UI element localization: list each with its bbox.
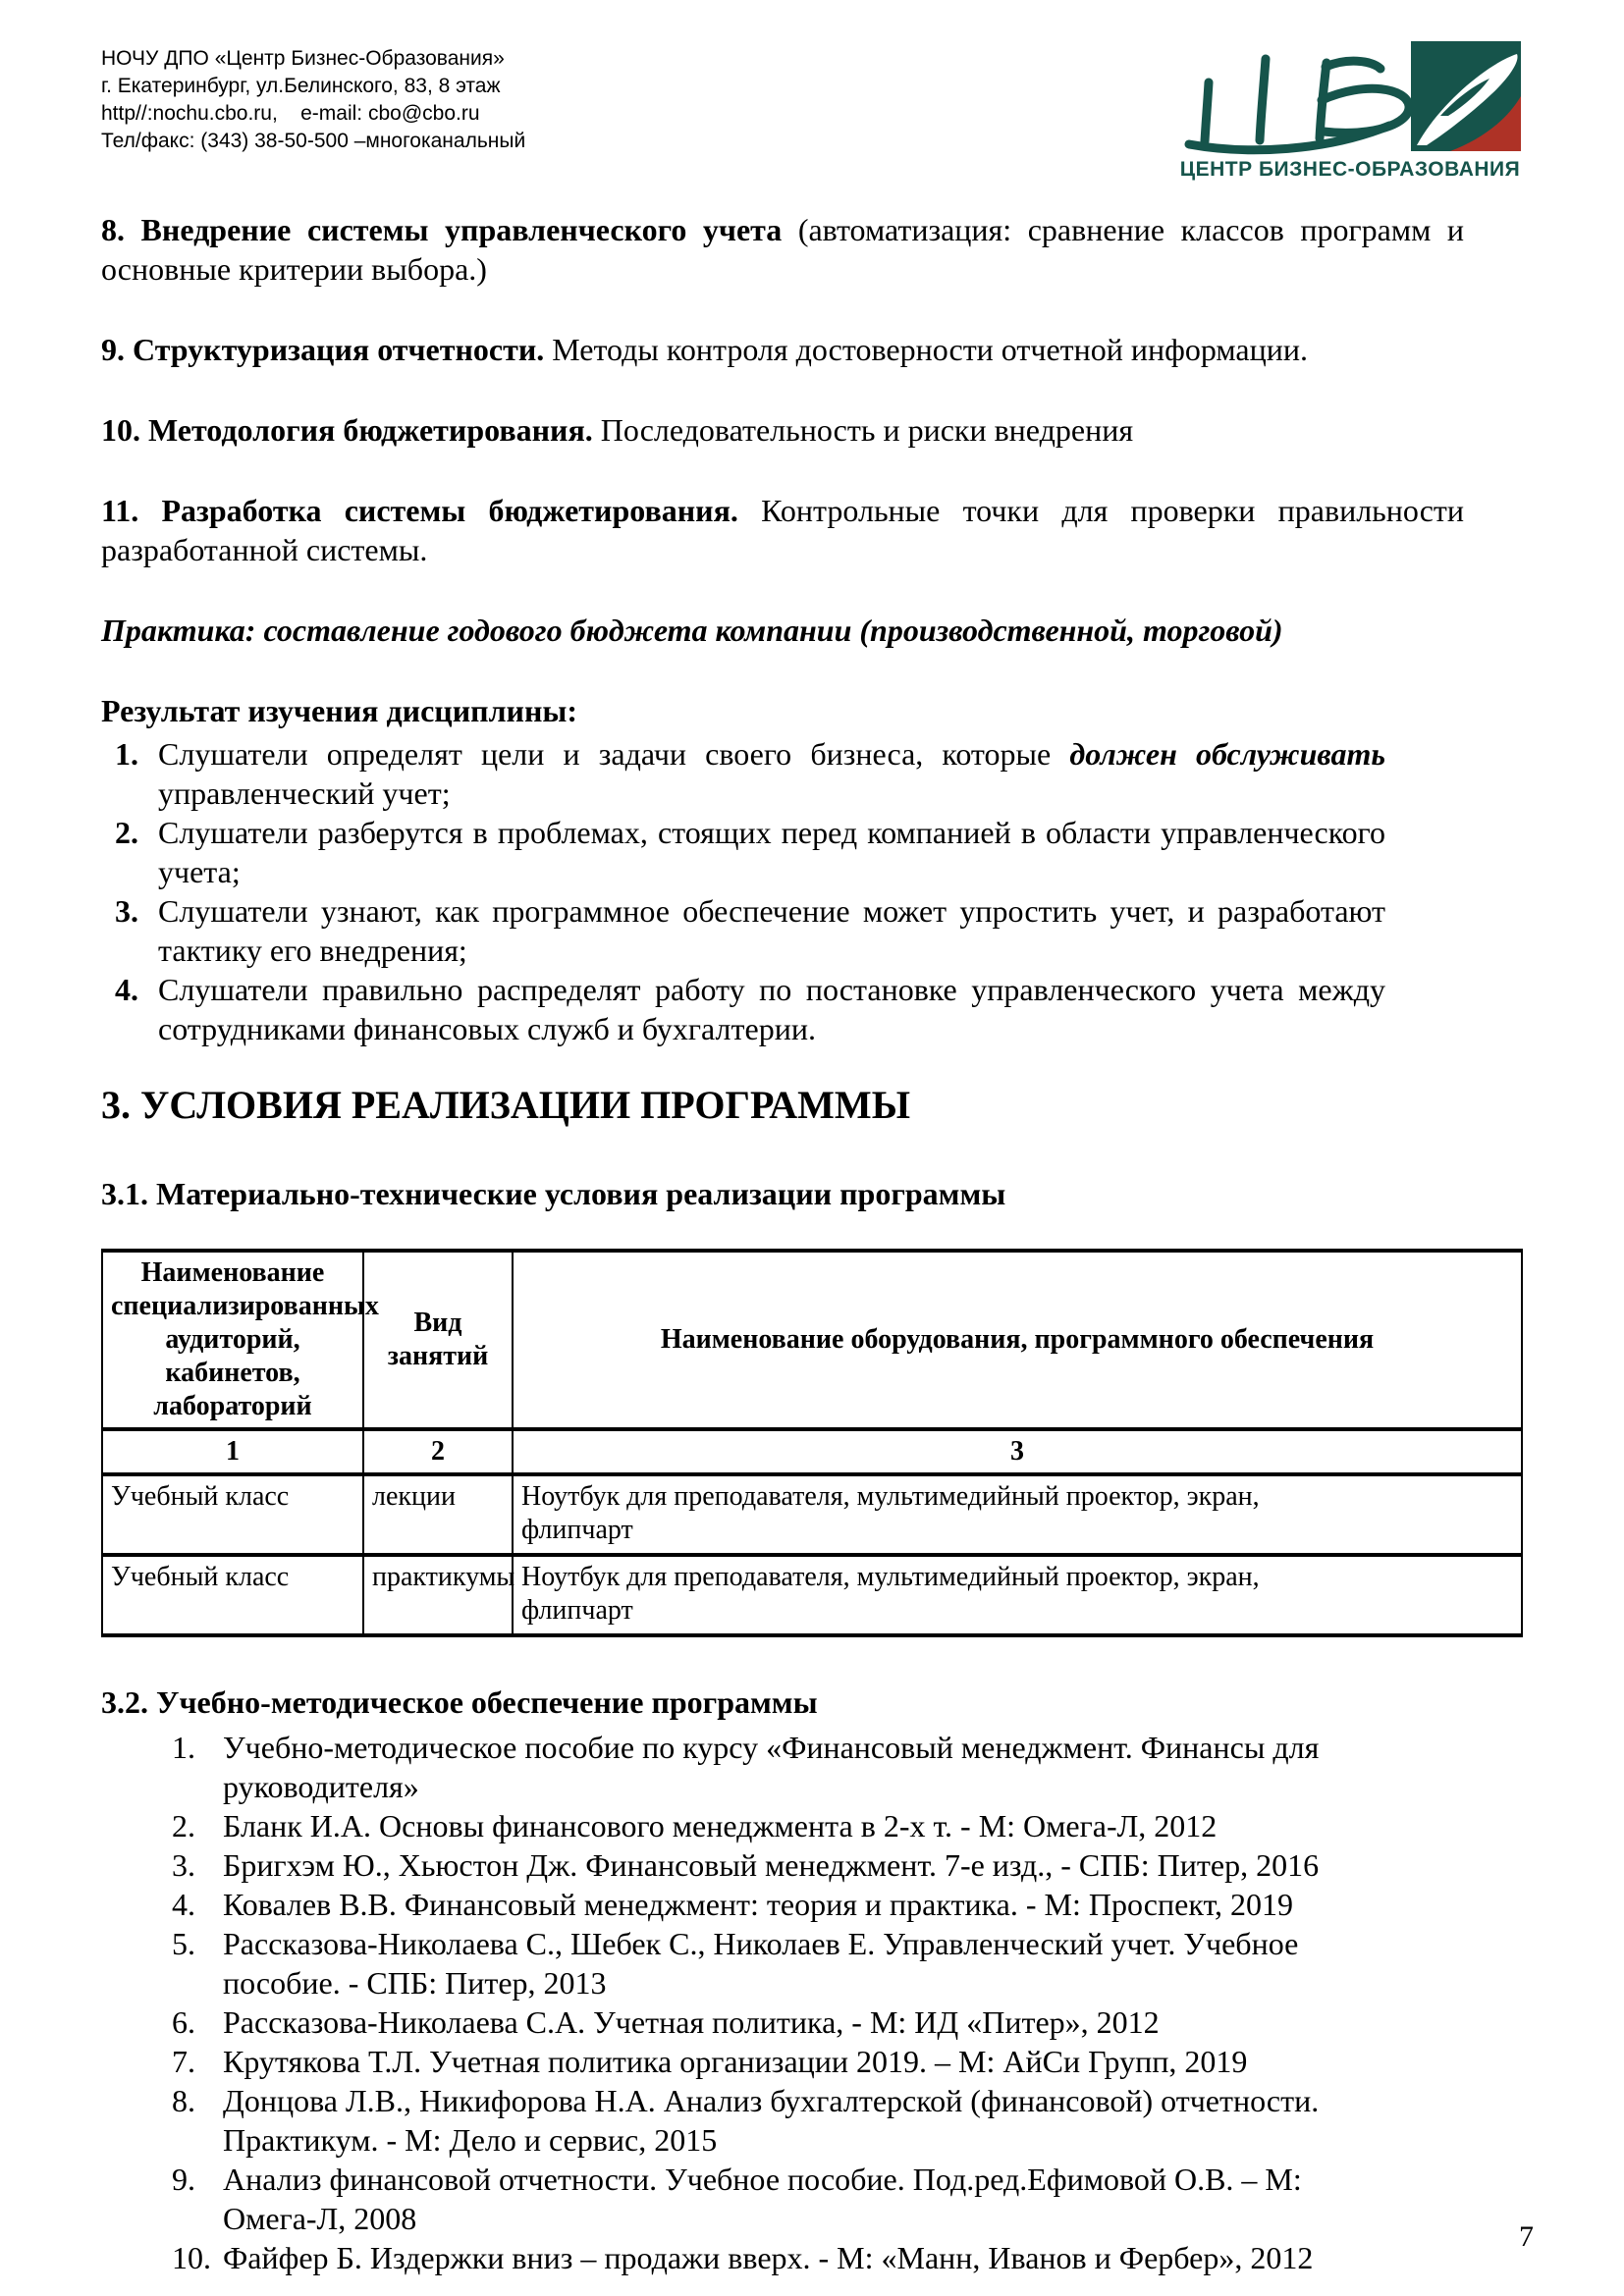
letterhead: [101, 39, 1523, 183]
list-item-text: [158, 970, 1385, 1048]
list-item: [172, 2238, 1366, 2277]
list-item: [115, 813, 1385, 891]
section-3-heading: 3. УСЛОВИЯ РЕАЛИЗАЦИИ ПРОГРАММЫ: [101, 1083, 910, 1127]
cbo-logo: [1177, 39, 1523, 183]
list-item-text: Анализ финансовой отчетности. Учебное пособие. Под.ред.Ефимовой О.В. – М: Омега-Л, 2008: [223, 2162, 1302, 2236]
table-col-num-1: 1: [102, 1429, 363, 1474]
list-item-text: Крутякова Т.Л. Учетная политика организации 2019. – М: АйСи Групп, 2019: [223, 2044, 1248, 2079]
org-phone: Тел/факс: (343) 38-50-500 –многоканальный: [101, 130, 526, 152]
list-item-text: Донцова Л.В., Никифорова Н.А. Анализ бухгалтерской (финансовой) отчетности. Практикум. - М: Дело и сервис, 2015: [223, 2083, 1320, 2158]
list-item: [172, 1728, 1366, 1806]
topic-9-body: Методы контроля достоверности отчетной информации.: [544, 332, 1308, 367]
list-item-text: Учебно-методическое пособие по курсу «Финансовый менеджмент. Финансы для руководителя»: [223, 1730, 1320, 1804]
logo-caption: ЦЕНТР БИЗНЕС-ОБРАЗОВАНИЯ: [1179, 158, 1521, 181]
list-item: [115, 891, 1385, 970]
table-row: [102, 1555, 1522, 1635]
table-cell-lesson-type: практикумы: [363, 1555, 513, 1635]
cbo-logo-image: [1177, 39, 1523, 155]
list-item-text-pre: Слушатели разберутся в проблемах, стоящих перед компанией в области управленческого учета;: [158, 815, 1385, 889]
org-contact-block: [101, 39, 525, 155]
list-item-text-pre: Слушатели правильно распределят работу по постановке управленческого учета между сотрудниками финансовых служб и бухгалтерии.: [158, 972, 1385, 1046]
table-header-lesson-type: Вид занятий: [363, 1251, 513, 1429]
list-item-text-pre: Слушатели узнают, как программное обеспечение может упростить учет, и разработают тактику его внедрения;: [158, 893, 1385, 968]
list-item-number: 7.: [172, 2044, 195, 2079]
topic-9: [101, 330, 1464, 369]
table-cell-room: Учебный класс: [102, 1474, 363, 1555]
results-heading: Результат изучения дисциплины:: [101, 693, 578, 728]
topic-11-title: 11. Разработка системы бюджетирования.: [101, 493, 738, 528]
list-item-text: Рассказова-Николаева С., Шебек С., Николаев Е. Управленческий учет. Учебное пособие. - СПБ: Питер, 2013: [223, 1926, 1299, 2001]
table-col-num-2: 2: [363, 1429, 513, 1474]
list-item-text-pre: Слушатели определят цели и задачи своего бизнеса, которые: [158, 736, 1070, 772]
list-item-number: 4.: [172, 1887, 195, 1922]
list-item: [115, 734, 1385, 813]
list-item-text: [158, 891, 1385, 970]
list-item-number: 9.: [172, 2162, 195, 2197]
section-3-1-heading: 3.1. Материально-технические условия реализации программы: [101, 1176, 1006, 1211]
org-name: НОЧУ ДПО «Центр Бизнес-Образования»: [101, 47, 505, 70]
table-header-equipment: Наименование оборудования, программного обеспечения: [513, 1251, 1522, 1429]
table-header-row: [102, 1251, 1522, 1429]
topic-10: [101, 410, 1464, 450]
facilities-table: [101, 1249, 1523, 1637]
list-item-number: 1.: [115, 736, 138, 772]
topic-8-title: 8. Внедрение системы управленческого учета: [101, 212, 783, 247]
practice-note: Практика: составление годового бюджета компании (производственной, торговой): [101, 613, 1283, 648]
cbo-monogram-icon: [1189, 59, 1409, 150]
table-column-numbers-row: [102, 1429, 1522, 1474]
topic-9-title: 9. Структуризация отчетности.: [101, 332, 545, 367]
list-item: [172, 2002, 1366, 2042]
list-item: [172, 2042, 1366, 2081]
topic-10-body: Последовательность и риски внедрения: [592, 412, 1134, 448]
list-item-number: 3.: [115, 893, 138, 929]
list-item-number: 5.: [172, 1926, 195, 1961]
results-list: [115, 734, 1385, 1048]
table-cell-equipment: Ноутбук для преподавателя, мультимедийный проектор, экран, флипчарт: [513, 1474, 1522, 1555]
page-number: 7: [1519, 2220, 1534, 2253]
table-cell-room: Учебный класс: [102, 1555, 363, 1635]
section-3-2-heading: 3.2. Учебно-методическое обеспечение программы: [101, 1684, 818, 1720]
topic-8-body: (автоматизация: сравнение классов программ и основные критерии выбора.): [101, 212, 1465, 287]
list-item-text-post: управленческий учет;: [158, 775, 451, 811]
list-item-number: 8.: [172, 2083, 195, 2118]
list-item: [115, 970, 1385, 1048]
table-header-rooms: Наименование специализированных аудиторий, кабинетов, лабораторий: [102, 1251, 363, 1429]
topic-11: [101, 491, 1464, 569]
literature-list: [172, 1728, 1366, 2277]
list-item-number: 3.: [172, 1847, 195, 1883]
table-row: [102, 1474, 1522, 1555]
list-item: [172, 2160, 1366, 2238]
topic-10-title: 10. Методология бюджетирования.: [101, 412, 593, 448]
list-item-text: [158, 813, 1385, 891]
list-item-text-emphasis: должен обслуживать: [1069, 736, 1386, 772]
table-cell-lesson-type: лекции: [363, 1474, 513, 1555]
list-item-text: Рассказова-Николаева С.А. Учетная политика, - М: ИД «Питер», 2012: [223, 2004, 1160, 2040]
org-address: г. Екатеринбург, ул.Белинского, 83, 8 этаж: [101, 75, 501, 97]
list-item-text: Бригхэм Ю., Хьюстон Дж. Финансовый менеджмент. 7-е изд., - СПБ: Питер, 2016: [223, 1847, 1320, 1883]
list-item-number: 2.: [115, 815, 138, 850]
list-item-number: 10.: [172, 2240, 211, 2275]
list-item-text: [158, 734, 1385, 813]
topic-8: [101, 210, 1464, 289]
list-item-number: 6.: [172, 2004, 195, 2040]
topic-11-body: Контрольные точки для проверки правильности разработанной системы.: [101, 493, 1465, 567]
list-item-number: 1.: [172, 1730, 195, 1765]
list-item-text: Бланк И.А. Основы финансового менеджмента в 2-х т. - М: Омега-Л, 2012: [223, 1808, 1218, 1843]
table-col-num-3: 3: [513, 1429, 1522, 1474]
list-item: [172, 2081, 1366, 2160]
table-cell-equipment: Ноутбук для преподавателя, мультимедийный проектор, экран, флипчарт: [513, 1555, 1522, 1635]
list-item-text: Файфер Б. Издержки вниз – продажи вверх. - М: «Манн, Иванов и Фербер», 2012: [223, 2240, 1314, 2275]
list-item: [172, 1845, 1366, 1885]
cbo-emblem-icon: [1411, 41, 1521, 151]
list-item: [172, 1806, 1366, 1845]
list-item: [172, 1885, 1366, 1924]
org-site-email: http//:nochu.cbo.ru, e-mail: cbo@cbo.ru: [101, 102, 480, 125]
list-item-text: Ковалев В.В. Финансовый менеджмент: теория и практика. - М: Проспект, 2019: [223, 1887, 1294, 1922]
list-item-number: 4.: [115, 972, 138, 1007]
list-item: [172, 1924, 1366, 2002]
list-item-number: 2.: [172, 1808, 195, 1843]
